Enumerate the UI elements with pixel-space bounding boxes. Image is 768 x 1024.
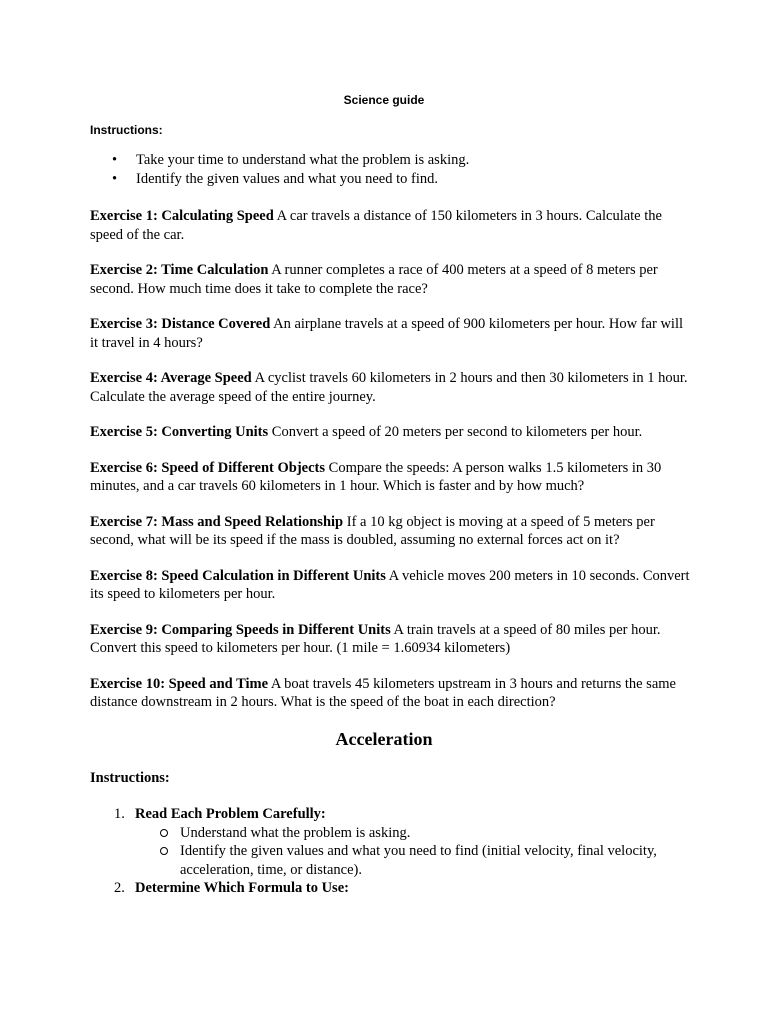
exercise-title: Exercise 5: Converting Units [90,424,269,440]
exercise-title: Exercise 8: Speed Calculation in Different Units [90,567,386,584]
exercise-title: Exercise 6: Speed of Different Objects [90,459,326,476]
exercise-title: Exercise 10: Speed and Time [90,675,269,692]
exercise-text: A cyclist travels 60 kilometers in 2 hours and then 30 kilometers in 1 hour. Calculate the average speed of the entire journey. [90,370,688,405]
instructions-list [90,151,690,189]
exercise-3 [90,315,690,352]
step-title: Read Each Problem Carefully: [135,806,326,822]
substep-item [135,842,690,879]
exercise-title: Exercise 7: Mass and Speed Relationship [90,513,344,530]
exercise-title: Exercise 1: Calculating Speed [90,208,274,224]
exercise-text: A vehicle moves 200 meters in 10 seconds. Convert its speed to kilometers per hour. [90,567,690,602]
exercise-text: A runner completes a race of 400 meters at a speed of 8 meters per second. How much time does it take to complete the race? [90,262,658,297]
exercise-text: A train travels at a speed of 80 miles per hour. Convert this speed to kilometers per hour. (1 mile = 1.60934 kilometers) [90,621,661,656]
exercise-6 [90,459,690,496]
exercise-text: If a 10 kg object is moving at a speed of 5 meters per second, what will be its speed if the mass is doubled, assuming no external forces act on it? [90,513,655,548]
acceleration-heading: Acceleration [335,729,433,749]
exercise-10 [90,675,690,712]
exercise-5 [90,423,690,442]
exercise-title: Exercise 3: Distance Covered [90,316,271,332]
document-title: Science guide [343,93,425,107]
acceleration-instructions-label: Instructions: [90,770,170,786]
step-2 [90,879,690,898]
instruction-bullet: • Take your time to understand what the problem is asking. [90,151,690,170]
substep-text: Identify the given values and what you need to find (initial velocity, final velocity, acceleration, time, or distance). [180,843,657,878]
exercise-text: An airplane travels at a speed of 900 kilometers per hour. How far will it travel in 4 hours? [90,316,684,351]
exercise-title: Exercise 2: Time Calculation [90,262,269,278]
exercise-text: Compare the speeds: A person walks 1.5 kilometers in 30 minutes, and a car travels 60 kilometers in 1 hour. Which is faster and by how much? [90,459,662,494]
instructions-label: Instructions: [90,123,163,137]
exercise-text: Convert a speed of 20 meters per second to kilometers per hour. [268,424,643,440]
substep-text: Understand what the problem is asking. [180,824,411,841]
step-number: 1. [114,806,125,822]
exercise-text: A boat travels 45 kilometers upstream in 3 hours and returns the same distance downstream in 2 hours. What is the speed of the boat in each direction? [90,675,676,710]
step-number: 2. [114,880,125,896]
exercise-title: Exercise 9: Comparing Speeds in Different Units [90,621,391,638]
hollow-bullet-icon [160,829,168,837]
hollow-bullet-icon [160,847,168,855]
step-title: Determine Which Formula to Use: [135,880,349,896]
exercise-2 [90,261,690,298]
step-1 [90,805,690,879]
exercise-title: Exercise 4: Average Speed [90,370,252,386]
exercise-1 [90,207,690,244]
substep-list [135,824,690,880]
acceleration-steps [90,805,690,898]
exercise-8 [90,567,690,604]
exercise-list [90,207,690,729]
exercise-text: A car travels a distance of 150 kilometers in 3 hours. Calculate the speed of the car. [90,208,662,243]
instruction-bullet: • Identify the given values and what you need to find. [90,170,690,189]
substep-item [135,824,690,843]
exercise-4 [90,369,690,406]
exercise-9 [90,621,690,658]
exercise-7 [90,513,690,550]
